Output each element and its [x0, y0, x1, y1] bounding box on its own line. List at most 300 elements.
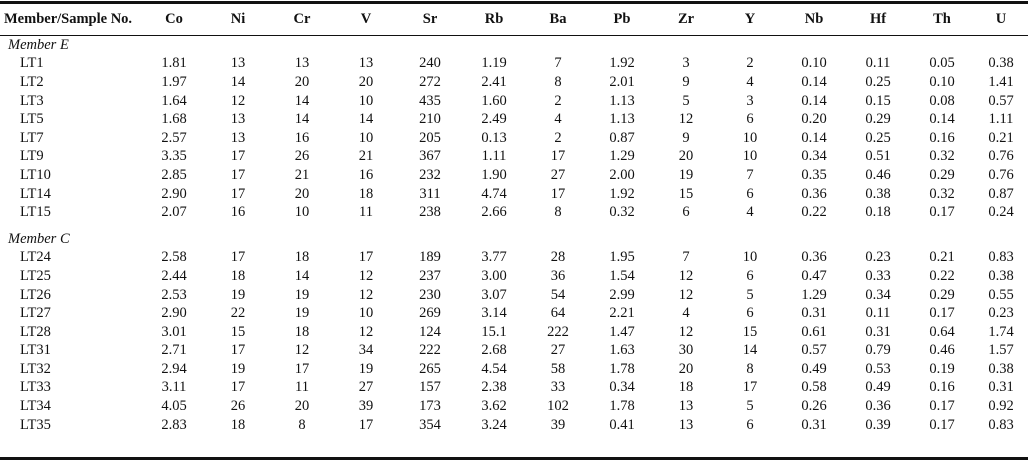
value-cell-th: 0.16	[929, 129, 955, 146]
value-cell-v: 12	[358, 267, 374, 284]
value-cell-cr: 14	[294, 92, 310, 109]
value-cell-nb: 1.29	[801, 286, 827, 303]
value-cell-cr: 18	[294, 323, 310, 340]
table-row	[0, 360, 1028, 379]
value-cell-ni: 13	[230, 129, 246, 146]
value-cell-zr: 30	[678, 342, 694, 359]
table-row	[0, 304, 1028, 323]
value-cell-th: 0.21	[929, 249, 955, 266]
value-cell-pb: 1.92	[609, 55, 635, 72]
value-cell-co: 3.11	[161, 379, 187, 396]
value-cell-pb: 1.63	[609, 342, 635, 359]
value-cell-u: 1.11	[988, 111, 1014, 128]
table-row	[0, 110, 1028, 129]
column-header-ni: Ni	[206, 3, 270, 36]
value-cell-pb: 0.41	[609, 416, 635, 433]
value-cell-v: 10	[358, 92, 374, 109]
value-cell-sr: 230	[419, 286, 441, 303]
column-header-nb: Nb	[782, 3, 846, 36]
sample-id-cell: LT26	[20, 286, 51, 303]
value-cell-pb: 1.29	[609, 148, 635, 165]
value-cell-zr: 9	[682, 129, 690, 146]
value-cell-sr: 435	[419, 92, 441, 109]
value-cell-v: 14	[358, 111, 374, 128]
value-cell-hf: 0.29	[865, 111, 891, 128]
value-cell-cr: 18	[294, 249, 310, 266]
value-cell-co: 3.01	[161, 323, 187, 340]
value-cell-pb: 2.99	[609, 286, 635, 303]
value-cell-pb: 1.78	[609, 398, 635, 415]
sample-id-cell: LT7	[20, 129, 44, 146]
value-cell-hf: 0.38	[865, 185, 891, 202]
value-cell-ni: 14	[230, 73, 246, 90]
value-cell-sr: 272	[419, 73, 441, 90]
value-cell-v: 39	[358, 398, 374, 415]
group-heading: Member E	[8, 37, 69, 54]
table-row	[0, 203, 1028, 222]
value-cell-nb: 0.22	[801, 204, 827, 221]
value-cell-co: 2.07	[161, 204, 187, 221]
value-cell-th: 0.32	[929, 185, 955, 202]
value-cell-hf: 0.23	[865, 249, 891, 266]
value-cell-u: 0.55	[988, 286, 1014, 303]
value-cell-cr: 13	[294, 55, 310, 72]
value-cell-sr: 205	[419, 129, 441, 146]
value-cell-rb: 2.49	[481, 111, 507, 128]
column-header-u: U	[974, 3, 1028, 36]
value-cell-nb: 0.57	[801, 342, 827, 359]
table-header	[0, 3, 1028, 36]
value-cell-cr: 21	[294, 166, 310, 183]
value-cell-hf: 0.49	[865, 379, 891, 396]
value-cell-ni: 13	[230, 55, 246, 72]
value-cell-v: 16	[358, 166, 374, 183]
value-cell-ba: 58	[550, 360, 566, 377]
value-cell-ni: 17	[230, 148, 246, 165]
value-cell-co: 1.81	[161, 55, 187, 72]
table-row	[0, 128, 1028, 147]
value-cell-nb: 0.34	[801, 148, 827, 165]
value-cell-hf: 0.25	[865, 129, 891, 146]
value-cell-cr: 10	[294, 204, 310, 221]
value-cell-ba: 8	[554, 73, 562, 90]
value-cell-th: 0.64	[929, 323, 955, 340]
value-cell-u: 0.21	[988, 129, 1014, 146]
table-row	[0, 322, 1028, 341]
table-row	[0, 91, 1028, 110]
value-cell-cr: 26	[294, 148, 310, 165]
value-cell-rb: 2.68	[481, 342, 507, 359]
value-cell-zr: 12	[678, 286, 694, 303]
value-cell-cr: 16	[294, 129, 310, 146]
header-row	[0, 3, 1028, 36]
value-cell-hf: 0.31	[865, 323, 891, 340]
value-cell-y: 7	[746, 166, 754, 183]
table-row	[0, 267, 1028, 286]
value-cell-th: 0.32	[929, 148, 955, 165]
value-cell-v: 11	[359, 204, 373, 221]
value-cell-y: 8	[746, 360, 754, 377]
value-cell-cr: 17	[294, 360, 310, 377]
value-cell-ni: 17	[230, 249, 246, 266]
value-cell-zr: 13	[678, 416, 694, 433]
value-cell-cr: 20	[294, 398, 310, 415]
sample-id-cell: LT34	[20, 398, 51, 415]
value-cell-ba: 36	[550, 267, 566, 284]
table-row	[0, 341, 1028, 360]
value-cell-sr: 124	[419, 323, 441, 340]
value-cell-ni: 17	[230, 185, 246, 202]
value-cell-rb: 2.38	[481, 379, 507, 396]
value-cell-hf: 0.18	[865, 204, 891, 221]
value-cell-ni: 13	[230, 111, 246, 128]
value-cell-co: 2.90	[161, 305, 187, 322]
value-cell-co: 2.85	[161, 166, 187, 183]
value-cell-hf: 0.46	[865, 166, 891, 183]
value-cell-zr: 20	[678, 360, 694, 377]
value-cell-ba: 4	[554, 111, 562, 128]
value-cell-sr: 238	[419, 204, 441, 221]
value-cell-hf: 0.34	[865, 286, 891, 303]
value-cell-sr: 173	[419, 398, 441, 415]
value-cell-pb: 2.01	[609, 73, 635, 90]
column-header-zr: Zr	[654, 3, 718, 36]
value-cell-hf: 0.79	[865, 342, 891, 359]
table-row	[0, 54, 1028, 73]
value-cell-pb: 1.13	[609, 111, 635, 128]
value-cell-th: 0.29	[929, 166, 955, 183]
value-cell-zr: 9	[682, 73, 690, 90]
value-cell-rb: 2.41	[481, 73, 507, 90]
value-cell-co: 2.53	[161, 286, 187, 303]
value-cell-th: 0.17	[929, 305, 955, 322]
value-cell-v: 27	[358, 379, 374, 396]
value-cell-th: 0.05	[929, 55, 955, 72]
value-cell-co: 1.64	[161, 92, 187, 109]
value-cell-co: 1.97	[161, 73, 187, 90]
value-cell-sr: 210	[419, 111, 441, 128]
value-cell-v: 34	[358, 342, 374, 359]
value-cell-nb: 0.47	[801, 267, 827, 284]
value-cell-u: 0.24	[988, 204, 1014, 221]
value-cell-th: 0.22	[929, 267, 955, 284]
value-cell-nb: 0.10	[801, 55, 827, 72]
value-cell-nb: 0.31	[801, 416, 827, 433]
value-cell-rb: 4.74	[481, 185, 507, 202]
value-cell-th: 0.29	[929, 286, 955, 303]
value-cell-zr: 13	[678, 398, 694, 415]
value-cell-u: 0.38	[988, 360, 1014, 377]
sample-id-cell: LT14	[20, 185, 51, 202]
value-cell-rb: 2.66	[481, 204, 507, 221]
value-cell-ba: 8	[554, 204, 562, 221]
value-cell-hf: 0.36	[865, 398, 891, 415]
value-cell-th: 0.19	[929, 360, 955, 377]
value-cell-rb: 3.24	[481, 416, 507, 433]
value-cell-pb: 2.21	[609, 305, 635, 322]
value-cell-th: 0.17	[929, 416, 955, 433]
value-cell-co: 1.68	[161, 111, 187, 128]
value-cell-pb: 1.54	[609, 267, 635, 284]
spacer-cell	[0, 221, 1028, 229]
value-cell-v: 12	[358, 323, 374, 340]
value-cell-hf: 0.53	[865, 360, 891, 377]
value-cell-ni: 18	[230, 267, 246, 284]
value-cell-ni: 12	[230, 92, 246, 109]
value-cell-y: 4	[746, 204, 754, 221]
value-cell-sr: 265	[419, 360, 441, 377]
value-cell-u: 0.83	[988, 416, 1014, 433]
value-cell-hf: 0.51	[865, 148, 891, 165]
value-cell-y: 6	[746, 267, 754, 284]
value-cell-u: 0.76	[988, 148, 1014, 165]
sample-id-cell: LT24	[20, 249, 51, 266]
value-cell-y: 6	[746, 305, 754, 322]
value-cell-ni: 19	[230, 360, 246, 377]
value-cell-nb: 0.61	[801, 323, 827, 340]
value-cell-ni: 17	[230, 342, 246, 359]
sample-id-cell: LT32	[20, 360, 51, 377]
column-header-v: V	[334, 3, 398, 36]
value-cell-pb: 0.34	[609, 379, 635, 396]
value-cell-nb: 0.36	[801, 185, 827, 202]
value-cell-rb: 3.00	[481, 267, 507, 284]
value-cell-co: 2.83	[161, 416, 187, 433]
value-cell-hf: 0.11	[865, 305, 891, 322]
value-cell-ba: 27	[550, 166, 566, 183]
value-cell-nb: 0.49	[801, 360, 827, 377]
value-cell-u: 1.57	[988, 342, 1014, 359]
value-cell-ni: 16	[230, 204, 246, 221]
table-row	[0, 285, 1028, 304]
value-cell-pb: 0.32	[609, 204, 635, 221]
value-cell-pb: 1.95	[609, 249, 635, 266]
value-cell-zr: 15	[678, 185, 694, 202]
value-cell-v: 18	[358, 185, 374, 202]
sample-id-cell: LT25	[20, 267, 51, 284]
column-header-sample: Member/Sample No.	[0, 3, 142, 36]
value-cell-u: 0.92	[988, 398, 1014, 415]
sample-id-cell: LT31	[20, 342, 51, 359]
value-cell-v: 20	[358, 73, 374, 90]
value-cell-nb: 0.36	[801, 249, 827, 266]
group-heading-row	[0, 229, 1028, 248]
sample-id-cell: LT3	[20, 92, 44, 109]
value-cell-zr: 7	[682, 249, 690, 266]
value-cell-y: 2	[746, 55, 754, 72]
value-cell-sr: 354	[419, 416, 441, 433]
value-cell-nb: 0.26	[801, 398, 827, 415]
value-cell-pb: 1.47	[609, 323, 635, 340]
value-cell-rb: 15.1	[481, 323, 507, 340]
value-cell-nb: 0.58	[801, 379, 827, 396]
value-cell-zr: 3	[682, 55, 690, 72]
value-cell-zr: 12	[678, 111, 694, 128]
column-header-sr: Sr	[398, 3, 462, 36]
value-cell-ba: 2	[554, 129, 562, 146]
value-cell-ba: 28	[550, 249, 566, 266]
value-cell-rb: 1.11	[481, 148, 507, 165]
value-cell-u: 1.74	[988, 323, 1014, 340]
value-cell-co: 2.57	[161, 129, 187, 146]
value-cell-co: 4.05	[161, 398, 187, 415]
value-cell-ni: 17	[230, 379, 246, 396]
value-cell-th: 0.17	[929, 398, 955, 415]
value-cell-cr: 20	[294, 185, 310, 202]
table-row	[0, 415, 1028, 434]
value-cell-rb: 3.77	[481, 249, 507, 266]
value-cell-u: 0.76	[988, 166, 1014, 183]
value-cell-sr: 157	[419, 379, 441, 396]
table-row	[0, 184, 1028, 203]
column-header-cr: Cr	[270, 3, 334, 36]
value-cell-nb: 0.20	[801, 111, 827, 128]
value-cell-pb: 1.13	[609, 92, 635, 109]
group-heading-row	[0, 36, 1028, 55]
value-cell-ni: 26	[230, 398, 246, 415]
value-cell-hf: 0.15	[865, 92, 891, 109]
value-cell-co: 2.44	[161, 267, 187, 284]
value-cell-y: 6	[746, 185, 754, 202]
value-cell-zr: 4	[682, 305, 690, 322]
value-cell-v: 21	[358, 148, 374, 165]
value-cell-zr: 18	[678, 379, 694, 396]
value-cell-hf: 0.25	[865, 73, 891, 90]
value-cell-nb: 0.14	[801, 129, 827, 146]
value-cell-v: 17	[358, 249, 374, 266]
value-cell-u: 0.83	[988, 249, 1014, 266]
value-cell-y: 10	[742, 249, 758, 266]
value-cell-u: 0.38	[988, 267, 1014, 284]
value-cell-rb: 1.19	[481, 55, 507, 72]
value-cell-y: 6	[746, 416, 754, 433]
value-cell-co: 2.58	[161, 249, 187, 266]
value-cell-zr: 6	[682, 204, 690, 221]
value-cell-ba: 7	[554, 55, 562, 72]
group-heading: Member C	[8, 230, 70, 247]
value-cell-th: 0.17	[929, 204, 955, 221]
value-cell-ba: 102	[547, 398, 569, 415]
column-header-y: Y	[718, 3, 782, 36]
value-cell-u: 0.57	[988, 92, 1014, 109]
sample-id-cell: LT1	[20, 55, 44, 72]
value-cell-cr: 19	[294, 286, 310, 303]
value-cell-hf: 0.11	[865, 55, 891, 72]
value-cell-v: 19	[358, 360, 374, 377]
trace-element-table	[0, 1, 1028, 434]
value-cell-cr: 8	[298, 416, 306, 433]
value-cell-sr: 311	[419, 185, 441, 202]
value-cell-rb: 1.60	[481, 92, 507, 109]
column-header-pb: Pb	[590, 3, 654, 36]
table-body	[0, 36, 1028, 434]
value-cell-v: 12	[358, 286, 374, 303]
value-cell-pb: 2.00	[609, 166, 635, 183]
sample-id-cell: LT9	[20, 148, 44, 165]
value-cell-pb: 1.78	[609, 360, 635, 377]
table-row	[0, 397, 1028, 416]
bottom-rule	[0, 457, 1028, 460]
value-cell-y: 17	[742, 379, 758, 396]
value-cell-ba: 17	[550, 148, 566, 165]
value-cell-pb: 1.92	[609, 185, 635, 202]
table-row	[0, 73, 1028, 92]
value-cell-u: 0.23	[988, 305, 1014, 322]
value-cell-y: 5	[746, 398, 754, 415]
table-row	[0, 248, 1028, 267]
value-cell-cr: 14	[294, 267, 310, 284]
value-cell-ni: 17	[230, 166, 246, 183]
value-cell-ba: 54	[550, 286, 566, 303]
value-cell-hf: 0.39	[865, 416, 891, 433]
sample-id-cell: LT15	[20, 204, 51, 221]
value-cell-th: 0.16	[929, 379, 955, 396]
value-cell-pb: 0.87	[609, 129, 635, 146]
value-cell-ba: 17	[550, 185, 566, 202]
sample-id-cell: LT5	[20, 111, 44, 128]
value-cell-ba: 27	[550, 342, 566, 359]
value-cell-v: 10	[358, 305, 374, 322]
value-cell-cr: 19	[294, 305, 310, 322]
value-cell-nb: 0.31	[801, 305, 827, 322]
value-cell-u: 0.31	[988, 379, 1014, 396]
value-cell-ba: 64	[550, 305, 566, 322]
value-cell-v: 13	[358, 55, 374, 72]
table-row	[0, 147, 1028, 166]
value-cell-cr: 11	[295, 379, 309, 396]
value-cell-y: 5	[746, 286, 754, 303]
value-cell-nb: 0.35	[801, 166, 827, 183]
value-cell-ni: 19	[230, 286, 246, 303]
table-row	[0, 378, 1028, 397]
value-cell-u: 1.41	[988, 73, 1014, 90]
value-cell-co: 2.94	[161, 360, 187, 377]
group-spacer	[0, 221, 1028, 229]
value-cell-v: 17	[358, 416, 374, 433]
value-cell-th: 0.46	[929, 342, 955, 359]
value-cell-y: 6	[746, 111, 754, 128]
value-cell-y: 14	[742, 342, 758, 359]
value-cell-y: 15	[742, 323, 758, 340]
column-header-th: Th	[910, 3, 974, 36]
value-cell-cr: 14	[294, 111, 310, 128]
value-cell-y: 10	[742, 129, 758, 146]
value-cell-rb: 1.90	[481, 166, 507, 183]
value-cell-sr: 269	[419, 305, 441, 322]
value-cell-th: 0.08	[929, 92, 955, 109]
value-cell-th: 0.14	[929, 111, 955, 128]
column-header-co: Co	[142, 3, 206, 36]
value-cell-zr: 12	[678, 267, 694, 284]
column-header-ba: Ba	[526, 3, 590, 36]
sample-id-cell: LT33	[20, 379, 51, 396]
value-cell-rb: 0.13	[481, 129, 507, 146]
value-cell-co: 2.71	[161, 342, 187, 359]
value-cell-ba: 39	[550, 416, 566, 433]
value-cell-sr: 222	[419, 342, 441, 359]
value-cell-y: 10	[742, 148, 758, 165]
value-cell-co: 3.35	[161, 148, 187, 165]
value-cell-sr: 189	[419, 249, 441, 266]
value-cell-y: 3	[746, 92, 754, 109]
value-cell-sr: 237	[419, 267, 441, 284]
value-cell-ba: 222	[547, 323, 569, 340]
value-cell-nb: 0.14	[801, 73, 827, 90]
value-cell-rb: 3.07	[481, 286, 507, 303]
value-cell-ba: 33	[550, 379, 566, 396]
sample-id-cell: LT28	[20, 323, 51, 340]
value-cell-ni: 18	[230, 416, 246, 433]
